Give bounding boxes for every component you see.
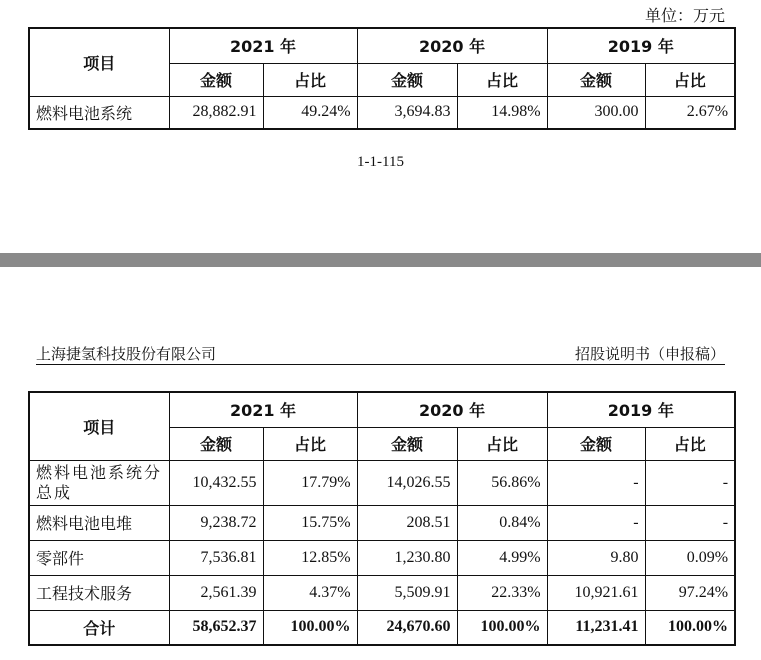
company-name: 上海捷氢科技股份有限公司 bbox=[36, 345, 217, 363]
cell-amount-2020: 3,694.83 bbox=[357, 96, 457, 129]
revenue-table-top bbox=[28, 27, 736, 130]
row-label: 燃料电池系统分总成 bbox=[29, 460, 169, 505]
cell-amount-2020: 208.51 bbox=[357, 505, 457, 540]
cell-ratio-2021: 49.24% bbox=[263, 96, 357, 129]
table-row bbox=[29, 505, 735, 540]
header-amount: 金额 bbox=[547, 63, 645, 96]
cell-ratio-2020: 56.86% bbox=[457, 460, 547, 505]
header-amount: 金额 bbox=[169, 427, 263, 460]
header-ratio: 占比 bbox=[457, 63, 547, 96]
header-year-2020: 2020 年 bbox=[357, 28, 547, 63]
cell-ratio-2021: 4.37% bbox=[263, 575, 357, 610]
cell-amount-2021: 2,561.39 bbox=[169, 575, 263, 610]
cell-amount-2020: 14,026.55 bbox=[357, 460, 457, 505]
header-year-2019: 2019 年 bbox=[547, 28, 735, 63]
document-title: 招股说明书（申报稿） bbox=[574, 345, 725, 363]
header-year-2021: 2021 年 bbox=[169, 28, 357, 63]
page-separator bbox=[0, 253, 761, 267]
header-item: 项目 bbox=[29, 28, 169, 96]
header-ratio: 占比 bbox=[457, 427, 547, 460]
cell-amount-2021: 28,882.91 bbox=[169, 96, 263, 129]
header-year-2021: 2021 年 bbox=[169, 392, 357, 427]
row-label: 工程技术服务 bbox=[29, 575, 169, 610]
cell-amount-2019: - bbox=[547, 460, 645, 505]
cell-ratio-2020: 22.33% bbox=[457, 575, 547, 610]
row-label: 零部件 bbox=[29, 540, 169, 575]
revenue-table-bottom bbox=[28, 391, 736, 646]
header-ratio: 占比 bbox=[645, 63, 735, 96]
total-row bbox=[29, 610, 735, 645]
total-ratio-2020: 100.00% bbox=[457, 610, 547, 645]
row-label: 燃料电池电堆 bbox=[29, 505, 169, 540]
cell-ratio-2019: - bbox=[645, 460, 735, 505]
cell-ratio-2020: 0.84% bbox=[457, 505, 547, 540]
total-amount-2019: 11,231.41 bbox=[547, 610, 645, 645]
header-amount: 金额 bbox=[169, 63, 263, 96]
page-number: 1-1-115 bbox=[357, 154, 404, 170]
header-year-2020: 2020 年 bbox=[357, 392, 547, 427]
cell-ratio-2021: 12.85% bbox=[263, 540, 357, 575]
header-ratio: 占比 bbox=[263, 427, 357, 460]
total-ratio-2021: 100.00% bbox=[263, 610, 357, 645]
total-amount-2020: 24,670.60 bbox=[357, 610, 457, 645]
total-ratio-2019: 100.00% bbox=[645, 610, 735, 645]
cell-amount-2019: 10,921.61 bbox=[547, 575, 645, 610]
cell-ratio-2019: - bbox=[645, 505, 735, 540]
cell-amount-2021: 10,432.55 bbox=[169, 460, 263, 505]
total-label: 合计 bbox=[29, 610, 169, 645]
cell-ratio-2020: 4.99% bbox=[457, 540, 547, 575]
table-row bbox=[29, 460, 735, 505]
row-label: 燃料电池系统 bbox=[29, 96, 169, 129]
cell-ratio-2019: 97.24% bbox=[645, 575, 735, 610]
header-ratio: 占比 bbox=[263, 63, 357, 96]
cell-ratio-2021: 17.79% bbox=[263, 460, 357, 505]
cell-ratio-2020: 14.98% bbox=[457, 96, 547, 129]
table-row bbox=[29, 540, 735, 575]
header-amount: 金额 bbox=[357, 63, 457, 96]
header-amount: 金额 bbox=[357, 427, 457, 460]
header-ratio: 占比 bbox=[645, 427, 735, 460]
cell-ratio-2019: 2.67% bbox=[645, 96, 735, 129]
cell-amount-2021: 7,536.81 bbox=[169, 540, 263, 575]
cell-ratio-2019: 0.09% bbox=[645, 540, 735, 575]
cell-amount-2019: 9.80 bbox=[547, 540, 645, 575]
table-row bbox=[29, 96, 735, 129]
cell-amount-2020: 1,230.80 bbox=[357, 540, 457, 575]
table-row bbox=[29, 575, 735, 610]
unit-label: 单位：万元 bbox=[644, 6, 725, 25]
cell-amount-2019: 300.00 bbox=[547, 96, 645, 129]
document-header bbox=[36, 343, 725, 365]
cell-amount-2019: - bbox=[547, 505, 645, 540]
header-year-2019: 2019 年 bbox=[547, 392, 735, 427]
header-item: 项目 bbox=[29, 392, 169, 460]
cell-amount-2020: 5,509.91 bbox=[357, 575, 457, 610]
header-amount: 金额 bbox=[547, 427, 645, 460]
cell-amount-2021: 9,238.72 bbox=[169, 505, 263, 540]
total-amount-2021: 58,652.37 bbox=[169, 610, 263, 645]
cell-ratio-2021: 15.75% bbox=[263, 505, 357, 540]
